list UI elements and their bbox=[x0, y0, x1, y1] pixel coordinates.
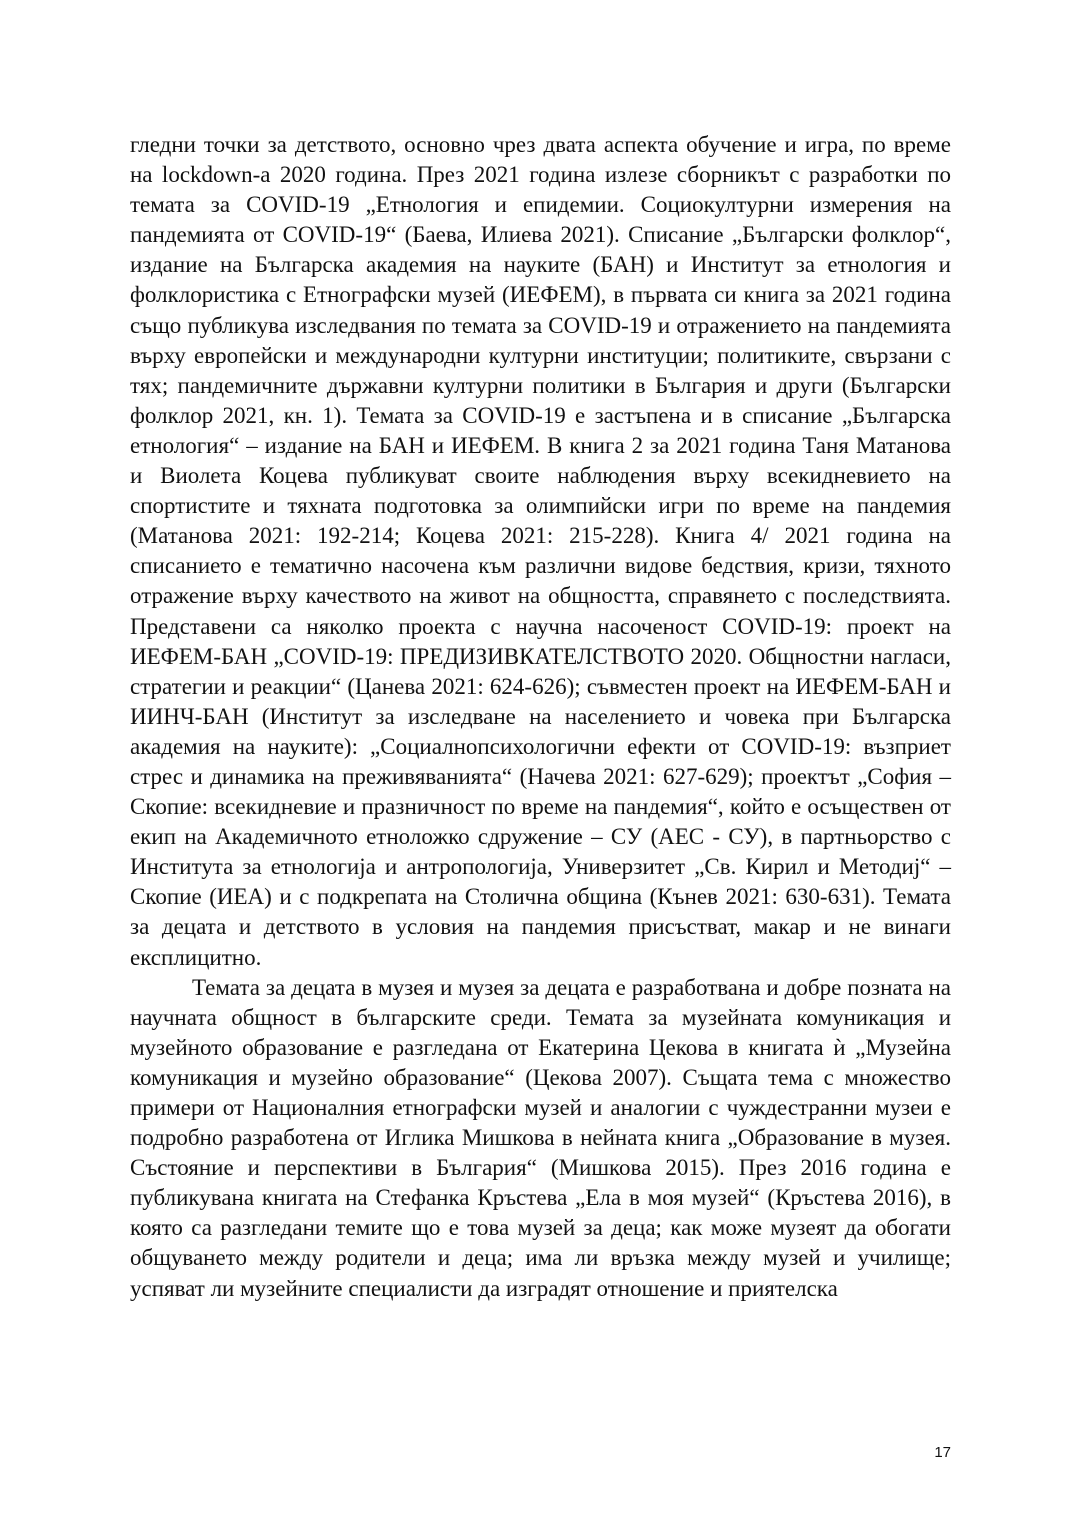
page-number: 17 bbox=[934, 1444, 951, 1461]
body-paragraph: Темата за децата в музея и музея за децата е разработвана и добре позната на научната общност в българските среди. Темата за музейната комуникация и музейното образование е разгледана от Екатерина Цекова в книгата ѝ „Музейна комуникация и музейно образование“ (Цекова 2007). Същата тема с множество примери от Националния етнографски музей и аналогии с чуждестранни музеи е подробно разработена от Иглика Мишкова в нейната книга „Образование в музея. Състояние и перспективи в България“ (Мишкова 2015). През 2016 година е публикувана книгата на Стефанка Кръстева „Ела в моя музей“ (Кръстева 2016), в която са разгледани темите що е това музей за деца; как може музеят да обогати общуването между родители и деца; има ли връзка между музей и училище; успяват ли музейните специалисти да изградят отношение и приятелска bbox=[130, 974, 951, 1301]
page-body bbox=[130, 130, 951, 1304]
body-paragraph: гледни точки за детството, основно чрез двата аспекта обучение и игра, по време на lockdown-a 2020 година. През 2021 година излезе сборникът с разработки по темата за COVID-19 „Етнология и епидемии. Социокултурни измерения на пандемията от COVID-19“ (Баева, Илиева 2021). Списание „Български фолклор“, издание на Българска академия на науките (БАН) и Институт за етнология и фолклористика с Етнографски музей (ИЕФЕМ), в първата си книга за 2021 година също публикува изследвания по темата за COVID-19 и отражението на пандемията върху европейски и международни културни институции; политиките, свързани с тях; пандемичните държавни културни политики в България и други (Български фолклор 2021, кн. 1). Темата за COVID-19 е застъпена и в списание „Българска етнология“ – издание на БАН и ИЕФЕМ. В книга 2 за 2021 година Таня Матанова и Виолета Коцева публикуват своите наблюдения върху всекидневието на спортистите и тяхната подготовка за олимпийски игри по време на пандемия (Матанова 2021: 192-214; Коцева 2021: 215-228). Книга 4/ 2021 година на списанието е тематично насочена към различни видове бедствия, кризи, тяхното отражение върху качеството на живот на общността, справянето с последствията. Представени са няколко проекта с научна насоченост COVID-19: проект на ИЕФЕМ-БАН „COVID-19: ПРЕДИЗИВКАТЕЛСТВОТО 2020. Общностни нагласи, стратегии и реакции“ (Цанева 2021: 624-626); съвместен проект на ИЕФЕМ-БАН и ИИНЧ-БАН (Институт за изследване на населението и човека при Българска академия на науките): „Социалнопсихологични ефекти от COVID-19: възприет стрес и динамика на преживяванията“ (Начева 2021: 627-629); проектът „София – Скопие: всекидневие и празничност по време на пандемия“, който е осъществен от екип на Академичното етноложко сдружение – СУ (АЕС - СУ), в партньорство с Института за етнологија и антропологија, Универзитет „Св. Кирил и Методиј“ – Скопие (ИЕА) и с подкрепата на Столична община (Кънев 2021: 630-631). Темата за децата и детството в условия на пандемия присъстват, макар и не винаги експлицитно. bbox=[130, 132, 951, 970]
